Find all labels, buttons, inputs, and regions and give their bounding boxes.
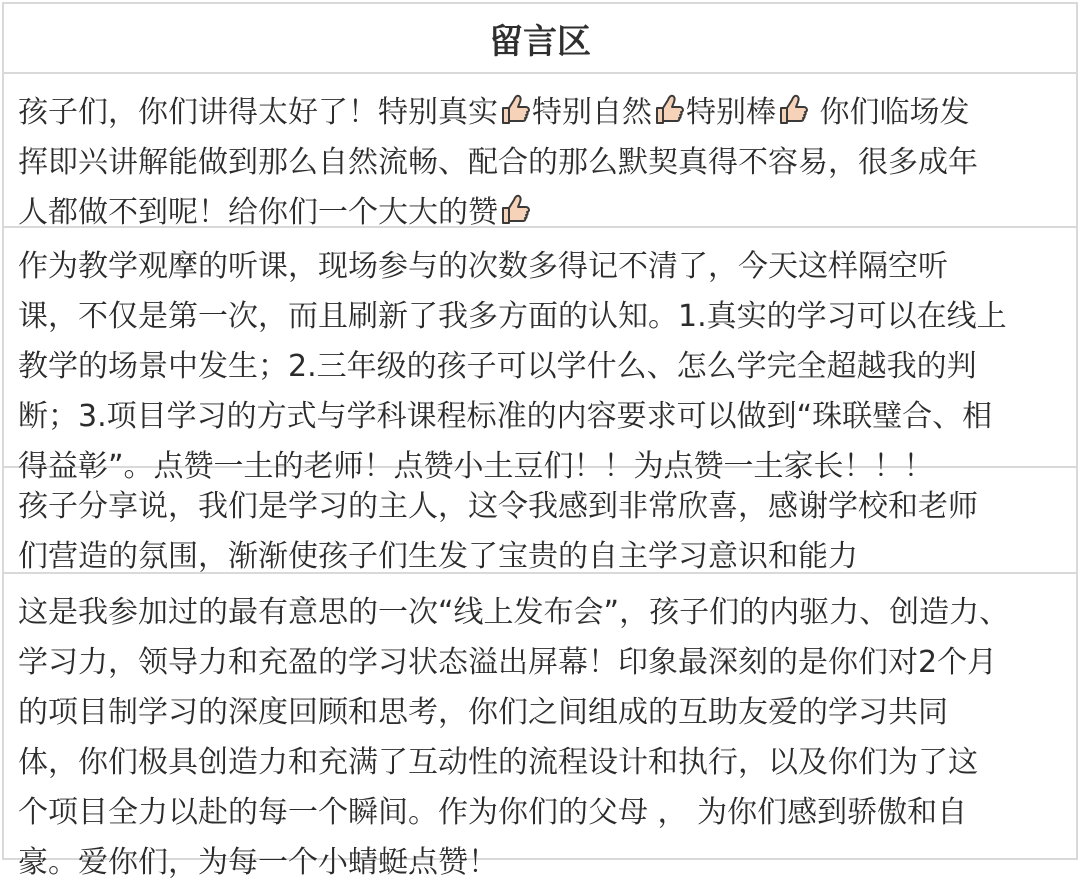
comment-text: 你们临场发 — [810, 95, 970, 130]
comment-line — [18, 788, 1062, 838]
comment-text: 人都做不到呢！给你们一个大大的赞 — [18, 195, 498, 230]
comment-text: 学习力，领导力和充盈的学习状态溢出屏幕！印象最深刻的是你们对2个月 — [18, 645, 998, 680]
comment-text: 的项目制学习的深度回顾和思考，你们之间组成的互助友爱的学习共同 — [18, 695, 948, 730]
comment-text: 个项目全力以赴的每一个瞬间。作为你们的父母 ， 为你们感到骄傲和自 — [18, 795, 968, 830]
comment-item — [4, 574, 1076, 880]
comment-line — [18, 738, 1062, 788]
thumbs-up-icon — [776, 93, 810, 127]
comment-text: 这是我参加过的最有意思的一次“线上发布会”，孩子们的内驱力、创造力、 — [18, 595, 1010, 630]
comment-line — [18, 88, 1062, 138]
section-title: 留言区 — [4, 4, 1076, 74]
comment-line — [18, 138, 1062, 188]
comment-text: 孩子们，你们讲得太好了！特别真实 — [18, 95, 498, 130]
comment-line — [18, 342, 1062, 392]
comment-text: 豪。爱你们，为每一个小蜻蜓点赞！ — [18, 845, 498, 880]
thumbs-up-icon — [498, 93, 532, 127]
comment-line — [18, 588, 1062, 638]
comment-text: 特别自然 — [532, 95, 652, 130]
comment-item — [4, 228, 1076, 484]
comment-text: 课，不仅是第一次，而且刷新了我多方面的认知。1.真实的学习可以在线上 — [18, 299, 1007, 334]
comment-text: 断；3.项目学习的方式与学科课程标准的内容要求可以做到“珠联璧合、相 — [18, 399, 993, 434]
comment-line — [18, 292, 1062, 342]
comment-line — [18, 392, 1062, 442]
comment-text: 们营造的氛围，渐渐使孩子们生发了宝贵的自主学习意识和能力 — [18, 539, 858, 574]
comment-line — [18, 638, 1062, 688]
comment-item — [4, 74, 1076, 228]
comment-text: 教学的场景中发生；2.三年级的孩子可以学什么、怎么学完全超越我的判 — [18, 349, 977, 384]
comment-item — [4, 468, 1076, 574]
comment-line — [18, 838, 1062, 888]
comment-line — [18, 482, 1062, 532]
comment-text: 体，你们极具创造力和充满了互动性的流程设计和执行，以及你们为了这 — [18, 745, 978, 780]
comment-board — [2, 2, 1078, 880]
comment-text: 特别棒 — [686, 95, 776, 130]
comment-line — [18, 242, 1062, 292]
comment-text: 挥即兴讲解能做到那么自然流畅、配合的那么默契真得不容易，很多成年 — [18, 145, 978, 180]
comment-text: 孩子分享说，我们是学习的主人，这令我感到非常欣喜，感谢学校和老师 — [18, 489, 978, 524]
comment-text: 作为教学观摩的听课，现场参与的次数多得记不清了，今天这样隔空听 — [18, 249, 948, 284]
thumbs-up-icon — [498, 193, 532, 227]
comment-text: 得益彰”。点赞一土的老师！点赞小土豆们！！为点赞一土家长！！！ — [18, 449, 934, 484]
thumbs-up-icon — [652, 93, 686, 127]
comment-line — [18, 688, 1062, 738]
